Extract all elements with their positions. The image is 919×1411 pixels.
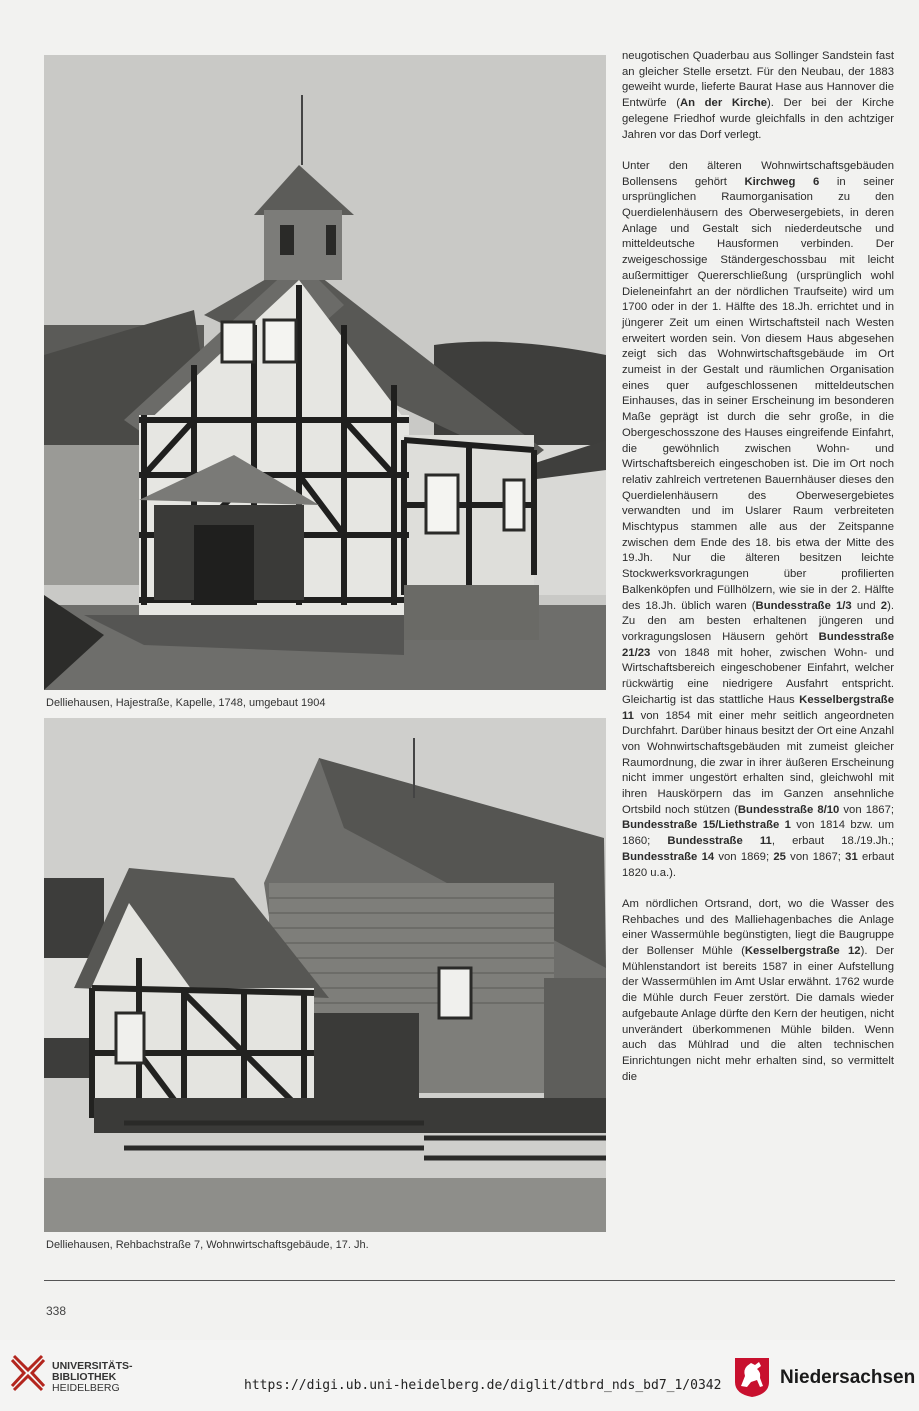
- body-paragraph: [622, 159, 894, 881]
- address-reference: Kesselbergstraße 11: [622, 693, 894, 722]
- text-run: ). Zu den am besten erhaltenen jüngeren und vorkragungslosen Häusern gehört: [622, 599, 894, 643]
- address-reference: Kesselbergstraße 12: [744, 945, 861, 958]
- library-name-line: UNIVERSITÄTS-: [52, 1360, 133, 1372]
- lower-saxony-horse-crest-icon[interactable]: [733, 1356, 771, 1398]
- address-reference: Bundesstraße 8/10: [737, 803, 840, 816]
- page-number: 338: [46, 1304, 67, 1318]
- text-run: Am nördlichen Ortsrand, dort, wo die Wasser des Rehbaches und des Malliehagenbaches die Anlage einer Wassermühle begünstigten, liegt die Baugruppe der Bollenser Mühle (: [622, 897, 894, 958]
- text-run: ). Der bei der Kirche gelegene Friedhof wurde gleichfalls in den achtziger Jahren vor das Dorf verlegt.: [622, 97, 894, 141]
- heidelberg-library-logo-icon[interactable]: [8, 1352, 48, 1394]
- text-run: von 1867;: [839, 803, 894, 816]
- address-reference: 2: [880, 599, 888, 612]
- text-run: und: [851, 599, 881, 612]
- source-url-link[interactable]: https://digi.ub.uni-heidelberg.de/diglit/dtbrd_nds_bd7_1/0342: [244, 1378, 722, 1393]
- address-reference: Bundesstraße 11: [667, 835, 772, 848]
- farm-building-photo: [44, 718, 606, 1232]
- address-reference: Bundesstraße 14: [622, 850, 715, 863]
- text-run: von 1867;: [785, 850, 846, 863]
- text-run: von 1848 mit hoher, zwischen Wohn- und Wirtschaftsbereich eingeschobener Einfahrt, welcher rückwärtig eine niedrigere Ausfahrt entspricht. Gleichartig ist das stattliche Haus: [622, 646, 894, 706]
- address-reference: Bundesstraße 21/23: [622, 631, 894, 659]
- library-name-line: HEIDELBERG: [52, 1382, 120, 1394]
- text-run: von 1869;: [714, 850, 774, 863]
- address-reference: An der Kirche: [679, 97, 767, 110]
- address-reference: Bundesstraße 15/Liethstraße 1: [622, 819, 791, 832]
- text-run: in seiner ursprünglichen Raumorganisation zu den Querdielenhäusern des Oberwesergebiets, in deren Anlage und Gestalt sich niederdeutsche und mitteldeutsche Hausformen verbinden. Der zweigeschossige Ständergeschossbau mit leicht außermittiger Quererschließung (ursprünglich wohl Dieleneinfahrt an der nördlichen Traufseite) wird um 1700 oder in der 1. Hälfte des 18.Jh. errichtet und in jüngerer Zeit um einen Wirtschaftsteil nach Westen erweitert worden sein. Von diesem Haus abgesehen zeigt sich das Wohnwirtschaftsgebäude im Ort zumeist in der Gestalt und räumlichen Organisation eines quer aufgeschlossenen mitteldeutschen Einhauses, das in seiner Erscheinung im besonderen Maße geprägt ist durch die sehr große, in die Obergeschosszone des Hauses eingreifende Einfahrt, die gewöhnlich zwischen Wohn- und Wirtschaftsbereich eingeschoben ist. Die im Ort noch relativ zahlreich vertretenen Bauernhäuser dieses den Querdielenhäusern des Oberwesergebietes verwandten und im Uslarer Raum verbreiteten Mischtypus stammen alle aus der Zeitspanne zwischen dem Ende des 18. bis etwa der Mitte des 19.Jh. Nur die älteren besitzen leichte Stockwerksvorkragungen über profilierten Balkenköpfen und Füllhölzern, wie sie in der 2. Hälfte des 18.Jh. üblich waren (: [622, 175, 894, 612]
- text-run: von 1814 bzw. um 1860;: [622, 819, 894, 848]
- state-label[interactable]: Niedersachsen: [780, 1367, 916, 1388]
- text-run: von 1854 mit einer mehr seitlich angeordneten Durchfahrt. Darüber hinaus besitzt der Ort eine Anzahl von Wohnwirtschaftsgebäuden mit zumeist gleicher Raumordnung, die zwar in ihrer äußeren Erscheinung nicht immer ungestört erhalten sind, gleichwohl mit ihren Hauskörpern das im Ganzen ansehnliche Ortsbild noch stützen (: [622, 709, 894, 816]
- body-paragraph: [622, 49, 894, 143]
- body-text-column: [622, 49, 894, 1101]
- text-run: neugotischen Quaderbau aus Sollinger Sandstein fast an gleicher Stelle ersetzt. Für den Neubau, der 1883 geweiht wurde, lieferte Baurat Hase aus Hannover die Entwürfe (: [622, 50, 894, 110]
- chapel-photo-caption: Delliehausen, Hajestraße, Kapelle, 1748, umgebaut 1904: [46, 697, 326, 709]
- text-run: , erbaut 18./19.Jh.;: [771, 835, 894, 848]
- library-name[interactable]: [52, 1361, 133, 1394]
- text-run: Unter den älteren Wohnwirtschaftsgebäuden Bollensens gehört: [622, 159, 894, 188]
- body-paragraph: [622, 897, 894, 1085]
- address-reference: 31: [845, 850, 858, 863]
- address-reference: 25: [773, 850, 786, 863]
- farm-building-photo-caption: Delliehausen, Rehbachstraße 7, Wohnwirtschaftsgebäude, 17. Jh.: [46, 1239, 369, 1251]
- library-name-line: BIBLIOTHEK: [52, 1371, 117, 1383]
- chapel-photo: [44, 55, 606, 690]
- text-run: ). Der Mühlenstandort ist bereits 1587 in einer Aufstellung der Wassermühlen im Amt Uslar erwähnt. 1762 wurde die Mühle durch Feuer zerstört. Die damals wieder aufgebaute Anlage dürfte den Kern der heutigen, nicht unverändert überkommenen Mühle bilden. Wenn auch das Mühlrad und die alten technischen Einrichtungen nicht mehr erhalten sind, so vermittelt die: [622, 945, 895, 1083]
- address-reference: Bundesstraße 1/3: [755, 599, 852, 612]
- address-reference: Kirchweg 6: [744, 175, 820, 188]
- text-run: erbaut 1820 u.a.).: [622, 850, 895, 879]
- footer-divider: [44, 1280, 895, 1281]
